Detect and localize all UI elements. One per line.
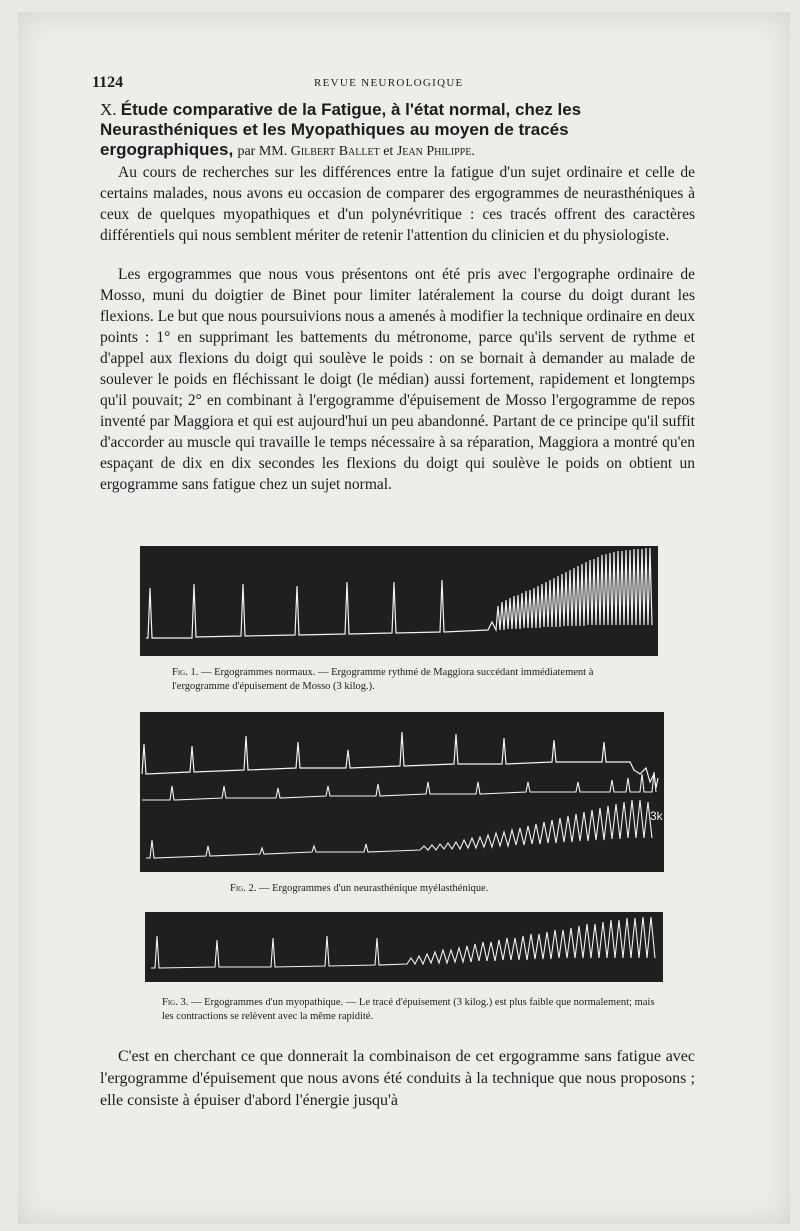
fig1-caption-text: — Ergogrammes normaux. — Ergogramme rythmé de Maggiora succédant immédiatement à l'ergogramme d'épuisement de Mosso (3 kilog.). [172, 667, 594, 692]
fig2-trace-top [142, 732, 658, 788]
byline-prefix: par MM. [237, 144, 288, 159]
author-ballet: Gilbert Ballet [290, 144, 380, 159]
article-title-block [100, 100, 695, 162]
fig3-label: Fig. 3. [162, 997, 189, 1008]
fig2-trace-bottom [146, 800, 652, 858]
page-header [92, 74, 692, 94]
fig3-trace [151, 917, 655, 968]
byline [237, 144, 474, 159]
paragraph-3 [100, 1046, 695, 1112]
author-philippe: Jean Philippe. [396, 144, 475, 159]
paragraph-1 [100, 162, 695, 246]
paragraph-3-text: C'est en cherchant ce que donnerait la combinaison de cet ergogramme sans fatigue avec l'ergogramme d'épuisement que nous avons été conduits à la technique que nous proposons ; elle consiste à épuiser d'abord l'énergie jusqu'à [100, 1048, 695, 1109]
fig1-trace [146, 548, 652, 638]
fig2-label: Fig. 2. [230, 883, 257, 894]
figure-2-caption [230, 882, 630, 896]
paragraph-1-text: Au cours de recherches sur les différences entre la fatigue d'un sujet ordinaire et celle de certains malades, nous avons eu occasion de comparer des ergogrammes de neurasthéniques à ceux de quelques myopathiques et d'un polynévritique : ces tracés offrent des caractères différentiels qui nous semblent mériter de retenir l'attention du clinicien et du physiologiste. [100, 164, 695, 244]
fig3-caption-text: — Ergogrammes d'un myopathique. — Le tracé d'épuisement (3 kilog.) est plus faible que normalement; mais les contractions se relèvent avec la même rapidité. [162, 997, 655, 1022]
byline-and: et [383, 144, 394, 159]
figure-2-trace-svg [140, 712, 664, 872]
fig2-inset-label: 3k [650, 809, 663, 823]
figure-1-caption [172, 666, 652, 694]
article-number: X. [100, 100, 117, 119]
fig2-caption-text: — Ergogrammes d'un neurasthénique myélasthénique. [258, 883, 489, 894]
figure-1-trace-svg [140, 546, 658, 656]
fig2-trace-middle [142, 772, 656, 800]
paragraph-2-text: Les ergogrammes que nous vous présentons ont été pris avec l'ergographe ordinaire de Mosso, muni du doigtier de Binet pour limiter latéralement la course du doigt durant les flexions. Le but que nous poursuivions nous a amenés à modifier la technique ordinaire en deux points : 1° en supprimant les battements du métronome, parce qu'ils servent de rythme et d'appel aux flexions du doigt qui soulève le poids : on se bornait à demander au malade de soulever le poids en fléchissant le doigt (le médian) aussi fortement, rapidement et longtemps qu'il pouvait; 2° en combinant à l'ergogramme d'épuisement de Mosso l'ergogramme de repos inventé par Maggiora et qui est aujourd'hui un peu abandonné. Partant de ce principe qu'il suffit d'accorder au muscle qui travaille le temps nécessaire à sa réparation, Maggiora a montré qu'en espaçant de dix en dix secondes les flexions du doigt qui soulève le poids on obtient un ergogramme sans fatigue chez un sujet normal. [100, 266, 695, 493]
fig1-label: Fig. 1. [172, 667, 199, 678]
figure-1-ergogram [140, 546, 658, 656]
figure-3-caption [162, 996, 658, 1024]
figure-3-trace-svg [145, 912, 663, 982]
figure-3-ergogram [145, 912, 663, 982]
article-title: Étude comparative de la Fatigue, à l'état normal, chez les Neurasthéniques et les Myopathiques au moyen de tracés ergographiques, [100, 100, 582, 159]
figure-2-ergogram [140, 712, 664, 872]
paragraph-2 [100, 264, 695, 495]
running-head: REVUE NEUROLOGIQUE [314, 77, 464, 89]
page-number: 1124 [92, 74, 124, 91]
